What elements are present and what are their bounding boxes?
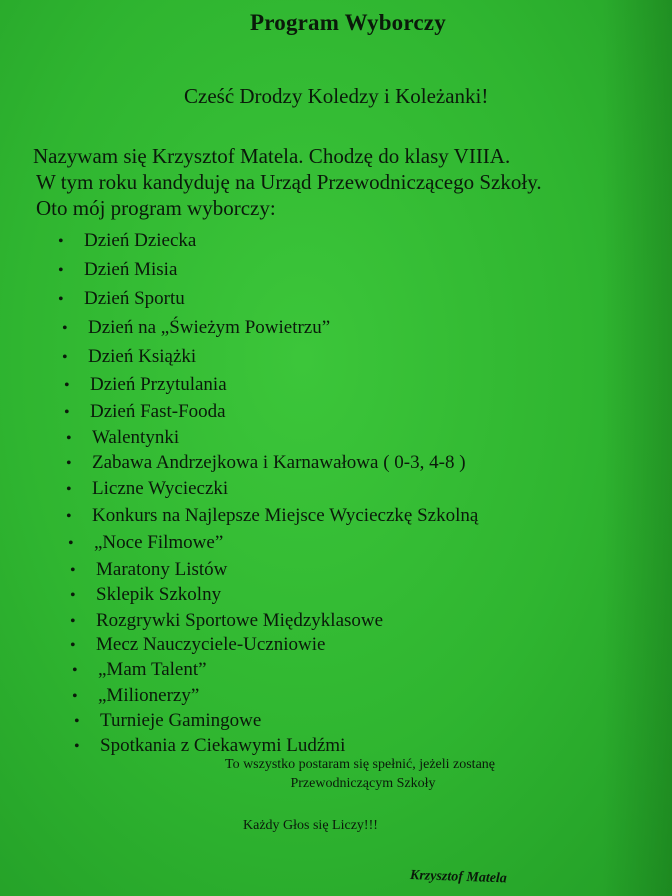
- program-item: [74, 735, 345, 757]
- signature: Krzysztof Matela: [409, 868, 508, 887]
- bullet-icon: •: [70, 613, 76, 630]
- bullet-icon: •: [62, 320, 68, 337]
- program-item-label: Dzień Dziecka: [84, 230, 197, 251]
- document-title: Program Wyborczy: [250, 10, 446, 35]
- program-item: [62, 317, 330, 339]
- greeting: Cześć Drodzy Koledzy i Koleżanki!: [184, 84, 489, 108]
- program-item: [66, 505, 478, 527]
- intro-line: W tym roku kandyduję na Urząd Przewodniczącego Szkoły.: [36, 170, 542, 194]
- program-item-label: Dzień Misia: [84, 259, 178, 280]
- bullet-icon: •: [66, 430, 72, 447]
- bullet-icon: •: [74, 713, 80, 730]
- bullet-icon: •: [64, 377, 70, 394]
- bullet-icon: •: [62, 349, 68, 366]
- program-item: [64, 374, 227, 396]
- program-item: [70, 634, 325, 656]
- program-item-label: Dzień Sportu: [84, 288, 185, 309]
- program-item: [66, 427, 179, 449]
- bullet-icon: •: [64, 404, 70, 421]
- program-item-label: Spotkania z Ciekawymi Ludźmi: [100, 735, 346, 756]
- bullet-icon: •: [58, 233, 64, 250]
- program-item: [68, 532, 223, 554]
- bullet-icon: •: [66, 455, 72, 472]
- bullet-icon: •: [72, 688, 78, 705]
- program-item-label: „Milionerzy”: [98, 685, 200, 706]
- program-item-label: Dzień Przytulania: [90, 374, 227, 395]
- program-item-label: Walentynki: [92, 427, 180, 448]
- bullet-icon: •: [70, 587, 76, 604]
- program-item-label: Liczne Wycieczki: [92, 478, 229, 499]
- bullet-icon: •: [66, 481, 72, 498]
- bullet-icon: •: [72, 662, 78, 679]
- bullet-icon: •: [66, 508, 72, 525]
- program-item: [64, 401, 226, 423]
- slogan: Każdy Głos się Liczy!!!: [243, 818, 378, 833]
- program-item-label: Zabawa Andrzejkowa i Karnawałowa ( 0-3, 4-8 ): [92, 452, 466, 473]
- bullet-icon: •: [70, 562, 76, 579]
- bullet-icon: •: [68, 535, 74, 552]
- bullet-icon: •: [74, 738, 80, 755]
- bullet-icon: •: [58, 291, 64, 308]
- program-item: [58, 259, 177, 281]
- program-item: [70, 584, 221, 606]
- intro-paragraph: [33, 143, 542, 221]
- program-item-label: Konkurs na Najlepsze Miejsce Wycieczkę Szkolną: [92, 505, 479, 526]
- program-item-label: Sklepik Szkolny: [96, 584, 222, 605]
- intro-line: Oto mój program wyborczy:: [36, 196, 276, 220]
- program-item: [58, 288, 185, 310]
- lighting-shade: [602, 0, 672, 896]
- program-item: [70, 610, 383, 632]
- program-item-label: Dzień Książki: [88, 346, 197, 367]
- program-item: [58, 230, 196, 252]
- program-item-label: Maratony Listów: [96, 559, 228, 580]
- program-item: [66, 478, 228, 500]
- bullet-icon: •: [58, 262, 64, 279]
- closing-line: Przewodniczącym Szkoły: [290, 776, 436, 791]
- closing-line: To wszystko postaram się spełnić, jeżeli zostanę: [225, 757, 495, 772]
- program-item: [66, 452, 466, 474]
- program-item-label: „Mam Talent”: [98, 659, 207, 680]
- program-item-label: Mecz Nauczyciele-Uczniowie: [96, 634, 326, 655]
- program-item: [72, 659, 207, 681]
- program-item: [70, 559, 227, 581]
- program-item: [72, 685, 199, 707]
- program-item-label: „Noce Filmowe”: [94, 532, 224, 553]
- intro-line: Nazywam się Krzysztof Matela. Chodzę do klasy VIIIA.: [33, 144, 511, 168]
- program-item-label: Dzień na „Świeżym Powietrzu”: [88, 317, 331, 338]
- program-item: [62, 346, 196, 368]
- bullet-icon: •: [70, 637, 76, 654]
- closing-statement: [140, 755, 580, 793]
- program-item: [74, 710, 261, 732]
- program-item-label: Rozgrywki Sportowe Międzyklasowe: [96, 610, 384, 631]
- program-item-label: Dzień Fast-Fooda: [90, 401, 226, 422]
- program-item-label: Turnieje Gamingowe: [100, 710, 262, 731]
